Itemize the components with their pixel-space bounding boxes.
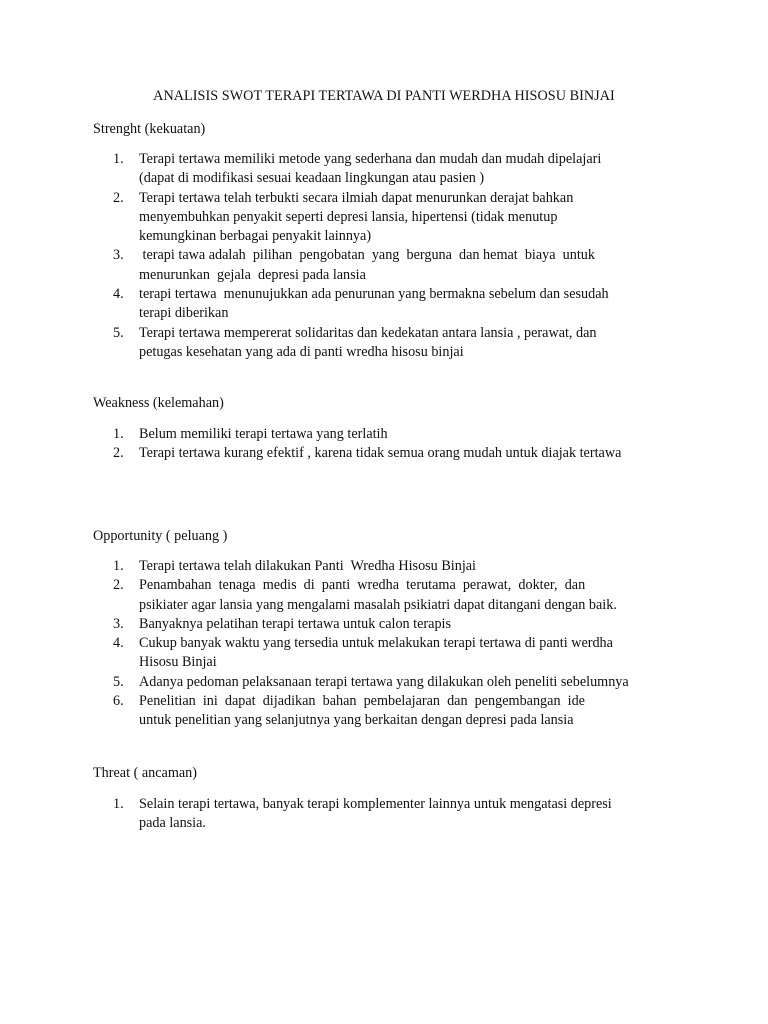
threat-heading: Threat ( ancaman) <box>93 765 197 781</box>
item-number: 5. <box>113 324 124 341</box>
item-text: Penelitian ini dapat dijadikan bahan pembelajaran dan pengembangan ide <box>139 693 585 710</box>
item-text: Banyaknya pelatihan terapi tertawa untuk calon terapis <box>139 615 452 632</box>
item-number: 3. <box>113 247 124 264</box>
item-text: Cukup banyak waktu yang tersedia untuk melakukan terapi tertawa di panti werdha <box>139 635 613 652</box>
item-text: Terapi tertawa mempererat solidaritas dan kedekatan antara lansia , perawat, dan <box>139 324 597 341</box>
item-text: Adanya pedoman pelaksanaan terapi tertawa yang dilakukan oleh peneliti sebelumnya <box>139 673 629 690</box>
item-number: 2. <box>113 445 124 462</box>
item-text: terapi tertawa menunujukkan ada penurunan yang bermakna sebelum dan sesudah <box>139 286 609 303</box>
list-item <box>93 246 693 285</box>
item-text: terapi diberikan <box>139 305 229 322</box>
list-item <box>93 444 693 463</box>
list-item <box>93 189 693 247</box>
weakness-heading: Weakness (kelemahan) <box>93 395 224 411</box>
item-number: 4. <box>113 286 124 303</box>
strength-list <box>93 150 693 362</box>
item-text: kemungkinan berbagai penyakit lainnya) <box>139 228 372 245</box>
list-item <box>93 324 693 363</box>
item-number: 4. <box>113 635 124 652</box>
opportunity-list <box>93 557 693 731</box>
item-text: Penambahan tenaga medis di panti wredha terutama perawat, dokter, dan <box>139 577 586 594</box>
item-text: menyembuhkan penyakit seperti depresi lansia, hipertensi (tidak menutup <box>139 208 558 225</box>
item-text: (dapat di modifikasi sesuai keadaan lingkungan atau pasien ) <box>139 170 485 187</box>
item-text: Terapi tertawa kurang efektif , karena tidak semua orang mudah untuk diajak tertawa <box>139 445 622 462</box>
item-text: untuk penelitian yang selanjutnya yang berkaitan dengan depresi pada lansia <box>139 712 574 729</box>
list-item <box>93 425 693 444</box>
item-number: 1. <box>113 151 124 167</box>
item-text: Terapi tertawa memiliki metode yang sederhana dan mudah dan mudah dipelajari <box>139 151 602 167</box>
strength-heading: Strenght (kekuatan) <box>93 121 206 137</box>
item-text: Selain terapi tertawa, banyak terapi komplementer lainnya untuk mengatasi depresi <box>139 796 612 812</box>
opportunity-heading: Opportunity ( peluang ) <box>93 528 228 544</box>
item-text: terapi tawa adalah pilihan pengobatan yang berguna dan hemat biaya untuk <box>139 247 595 264</box>
list-item <box>93 576 693 615</box>
item-text: petugas kesehatan yang ada di panti wredha hisosu binjai <box>139 343 464 360</box>
item-number: 6. <box>113 693 124 710</box>
threat-list <box>93 795 693 834</box>
list-item <box>93 150 693 189</box>
item-number: 2. <box>113 189 124 206</box>
document-title: ANALISIS SWOT TERAPI TERTAWA DI PANTI WERDHA HISOSU BINJAI <box>153 88 615 104</box>
item-text: Belum memiliki terapi tertawa yang terlatih <box>139 426 388 442</box>
item-text: psikiater agar lansia yang mengalami masalah psikiatri dapat ditangani dengan baik. <box>139 596 617 613</box>
item-text: pada lansia. <box>139 815 206 832</box>
item-text: Hisosu Binjai <box>139 654 217 671</box>
item-number: 1. <box>113 796 124 812</box>
list-item <box>93 692 693 731</box>
item-text: Terapi tertawa telah dilakukan Panti Wredha Hisosu Binjai <box>139 558 476 574</box>
item-number: 3. <box>113 615 124 632</box>
item-number: 1. <box>113 558 124 574</box>
list-item <box>93 615 693 634</box>
item-text: menurunkan gejala depresi pada lansia <box>139 266 366 283</box>
list-item <box>93 795 693 834</box>
item-number: 2. <box>113 577 124 594</box>
list-item <box>93 673 693 692</box>
item-text: Terapi tertawa telah terbukti secara ilmiah dapat menurunkan derajat bahkan <box>139 189 574 206</box>
weakness-list <box>93 425 693 464</box>
item-number: 5. <box>113 673 124 690</box>
list-item <box>93 557 693 576</box>
list-item <box>93 634 693 673</box>
item-number: 1. <box>113 426 124 442</box>
list-item <box>93 285 693 324</box>
